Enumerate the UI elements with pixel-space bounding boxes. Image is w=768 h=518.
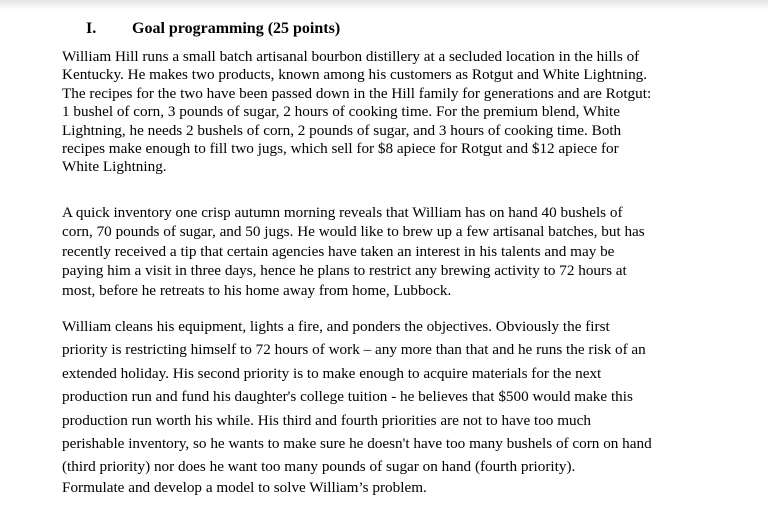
text-line: most, before he retreats to his home away from home, Lubbock. (62, 281, 452, 299)
section-number: I. (86, 20, 97, 37)
text-line: A quick inventory one crisp autumn morning reveals that William has on hand 40 bushels of (62, 204, 623, 221)
paragraph-intro (62, 48, 651, 177)
top-shadow (0, 0, 768, 10)
text-line: Formulate and develop a model to solve William’s problem. (62, 479, 427, 496)
text-line: Kentucky. He makes two products, known among his customers as Rotgut and White Lightning. (62, 66, 648, 84)
paragraph-inventory (62, 203, 645, 300)
text-line: production run worth his while. His third and fourth priorities are not to have too much (62, 411, 591, 429)
text-line: The recipes for the two have been passed down in the Hill family for generations and are Rotgut: (62, 84, 652, 102)
text-line: extended holiday. His second priority is to make enough to acquire materials for the next (62, 364, 602, 382)
text-line: perishable inventory, so he wants to make sure he doesn't have too many bushels of corn on hand (62, 435, 652, 453)
section-title: Goal programming (25 points) (132, 20, 341, 37)
text-line: priority is restricting himself to 72 hours of work – any more than that and he runs the risk of an (62, 341, 646, 359)
text-line: Lightning, he needs 2 bushels of corn, 2 pounds of sugar, and 3 hours of cooking time. Both (62, 121, 622, 139)
text-line: corn, 70 pounds of sugar, and 50 jugs. He would like to brew up a few artisanal batches, but has (62, 223, 645, 241)
paragraph-priorities (62, 315, 652, 479)
text-line: William Hill runs a small batch artisanal bourbon distillery at a secluded location in the hills of (62, 48, 640, 65)
text-line: recently received a tip that certain agencies have taken an interest in his talents and may be (62, 242, 615, 260)
text-line: William cleans his equipment, lights a fire, and ponders the objectives. Obviously the first (62, 318, 610, 335)
text-line: production run and fund his daughter's college tuition - he believes that $500 would make this (62, 388, 633, 406)
paragraph-task (62, 478, 427, 498)
text-line: (third priority) nor does he want too many pounds of sugar on hand (fourth priority). (62, 458, 576, 476)
section-heading (86, 20, 340, 38)
text-line: 1 bushel of corn, 3 pounds of sugar, 2 hours of cooking time. For the premium blend, White (62, 103, 621, 121)
text-line: paying him a visit in three days, hence he plans to restrict any brewing activity to 72 hours at (62, 262, 627, 280)
text-line: recipes make enough to fill two jugs, which sell for $8 apiece for Rotgut and $12 apiece for (62, 140, 619, 158)
text-line: White Lightning. (62, 158, 167, 176)
